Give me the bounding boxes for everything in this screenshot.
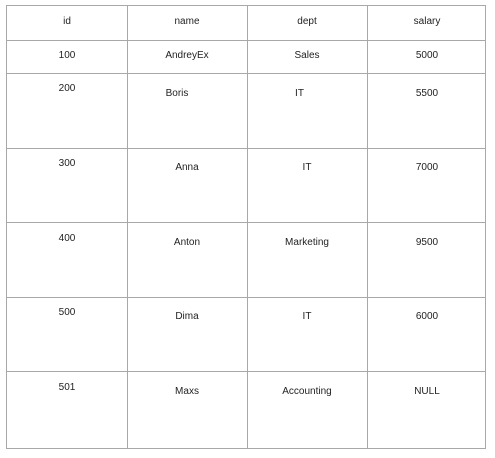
cell-dept: IT: [295, 88, 304, 99]
cell-dept: IT: [302, 311, 312, 322]
cell-salary: 7000: [415, 162, 439, 173]
row-divider: [7, 40, 485, 41]
row-divider: [7, 371, 485, 372]
cell-salary: 5500: [415, 88, 439, 99]
cell-id: 501: [58, 382, 76, 393]
cell-name: Anna: [175, 162, 199, 173]
header-id: id: [63, 16, 71, 27]
cell-salary: 9500: [415, 237, 439, 248]
cell-id: 300: [58, 158, 76, 169]
row-divider: [7, 148, 485, 149]
cell-id: 100: [58, 50, 76, 61]
row-divider: [7, 222, 485, 223]
header-dept: dept: [297, 16, 317, 27]
cell-name: Anton: [173, 237, 201, 248]
header-salary: salary: [413, 16, 441, 27]
cell-dept: Accounting: [282, 386, 332, 397]
cell-name: Boris: [165, 88, 189, 99]
cell-id: 500: [58, 307, 76, 318]
cell-name: Maxs: [175, 386, 199, 397]
row-divider: [7, 73, 485, 74]
cell-id: 400: [58, 233, 76, 244]
cell-salary: NULL: [414, 386, 440, 397]
cell-dept: IT: [302, 162, 312, 173]
header-name: name: [174, 16, 200, 27]
cell-id: 200: [58, 83, 76, 94]
cell-name: AndreyEx: [165, 50, 209, 61]
data-table: [6, 5, 486, 449]
cell-name: Dima: [175, 311, 199, 322]
row-divider: [7, 297, 485, 298]
cell-dept: Marketing: [285, 237, 329, 248]
cell-dept: Sales: [294, 50, 320, 61]
cell-salary: 5000: [415, 50, 439, 61]
cell-salary: 6000: [415, 311, 439, 322]
